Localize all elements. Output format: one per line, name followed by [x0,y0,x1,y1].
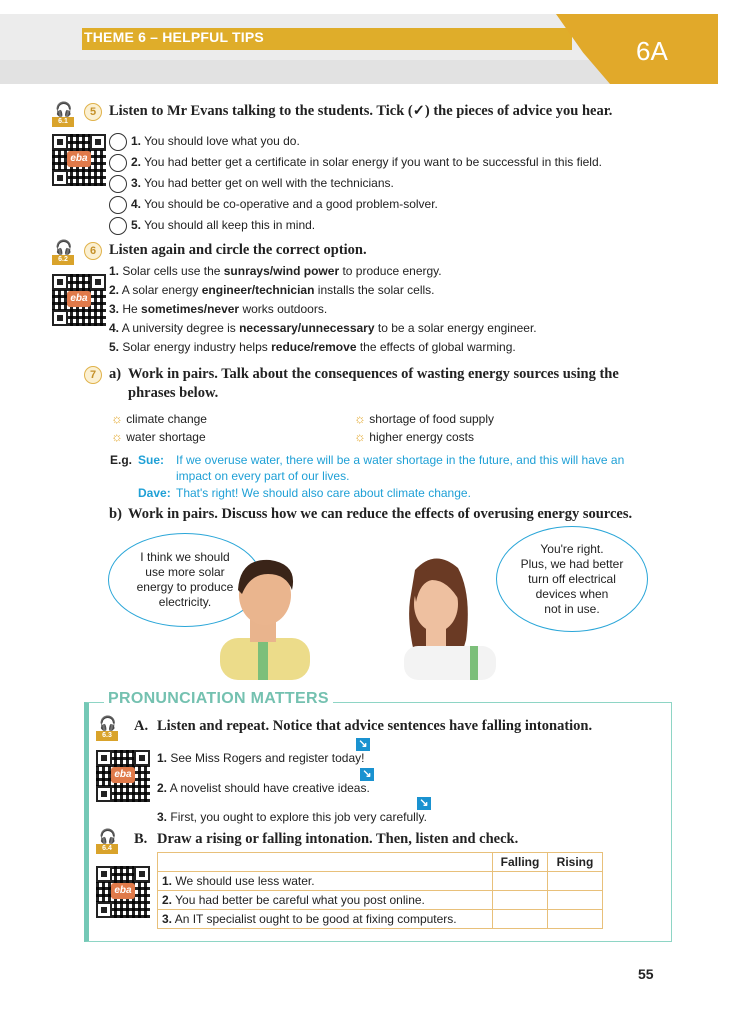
qr-code-icon[interactable]: eba [52,134,106,186]
option-pair[interactable]: engineer/technician [201,283,315,297]
list-item: 2. You had better get a certificate in solar energy if you want to be successful in this field. [131,155,602,169]
table-cell-sentence: 2. You had better be careful what you post online. [158,891,493,910]
dialogue-line: impact on every part of our lives. [176,469,350,483]
section-label: B. [134,831,148,847]
answer-cell-rising[interactable] [548,910,603,929]
pronunciation-title: PRONUNCIATION MATTERS [104,690,333,708]
answer-cell-falling[interactable] [493,891,548,910]
falling-arrow-icon: ↘ [417,797,431,810]
students-photo [220,550,510,680]
tick-circle[interactable] [109,154,127,172]
audio-icon[interactable]: 🎧 6.4 [96,829,120,857]
tick-circle[interactable] [109,133,127,151]
option-pair[interactable]: reduce/remove [271,340,357,354]
option-pair[interactable]: sometimes/never [141,302,240,316]
section-label: A. [134,718,149,734]
list-item: 3. First, you ought to explore this job very carefully. [157,810,427,824]
sun-icon: ☼ [354,429,366,444]
qr-code-icon[interactable]: eba [96,866,150,918]
list-item: 4. A university degree is necessary/unnecessary to be a solar energy engineer. [109,321,537,335]
table-header-falling: Falling [493,853,548,872]
list-item: 4. You should be co-operative and a good problem-solver. [131,197,438,211]
sun-icon: ☼ [111,411,123,426]
speaker-name: Sue: [138,453,165,467]
list-item: 1. Solar cells use the sunrays/wind power to produce energy. [109,264,442,278]
tick-circle[interactable] [109,196,127,214]
answer-cell-falling[interactable] [493,872,548,891]
falling-arrow-icon: ↘ [360,768,374,781]
phrase-item: ☼ climate change [111,411,207,426]
answer-cell-rising[interactable] [548,891,603,910]
answer-cell-falling[interactable] [493,910,548,929]
table-row [158,872,603,891]
exercise-instruction: Work in pairs. Talk about the consequences of wasting energy sources using the [128,366,619,382]
option-pair[interactable]: necessary/unnecessary [239,321,375,335]
qr-code-icon[interactable]: eba [96,750,150,802]
exercise-part-label: a) [109,366,122,382]
table-row [158,891,603,910]
tick-circle[interactable] [109,175,127,193]
exercise-number: 7 [84,366,102,384]
speaker-name: Dave: [138,486,171,500]
table-row [158,910,603,929]
exercise-instruction: Work in pairs. Discuss how we can reduce the effects of overusing energy sources. [128,506,633,522]
dialogue-line: That's right! We should also care about climate change. [176,486,471,500]
table-cell-sentence: 3. An IT specialist ought to be good at fixing computers. [158,910,493,929]
phrase-item: ☼ higher energy costs [354,429,474,444]
answer-cell-rising[interactable] [548,872,603,891]
speech-bubble-left: I think we should use more solar energy to produce electricity. [108,533,262,627]
exercise-number: 5 [84,103,102,121]
qr-code-icon[interactable]: eba [52,274,106,326]
list-item: 3. You had better get on well with the technicians. [131,176,394,190]
sun-icon: ☼ [111,429,123,444]
exercise-instruction: Listen to Mr Evans talking to the students. Tick (✓) the pieces of advice you hear. [109,103,613,119]
exercise-part-label: b) [109,506,122,522]
list-item: 5. Solar energy industry helps reduce/remove the effects of global warming. [109,340,516,354]
table-header-cell [158,853,493,872]
tick-circle[interactable] [109,217,127,235]
sun-icon: ☼ [354,411,366,426]
list-item: 2. A solar energy engineer/technician installs the solar cells. [109,283,435,297]
table-cell-sentence: 1. We should use less water. [158,872,493,891]
option-pair[interactable]: sunrays/wind power [223,264,340,278]
phrase-item: ☼ shortage of food supply [354,411,495,426]
list-item: 1. See Miss Rogers and register today! [157,751,365,765]
list-item: 5. You should all keep this in mind. [131,218,316,232]
section-instruction: Listen and repeat. Notice that advice sentences have falling intonation. [157,718,593,734]
section-instruction: Draw a rising or falling intonation. Then, listen and check. [157,831,519,847]
audio-icon[interactable]: 🎧 6.3 [96,716,120,744]
page-number: 55 [638,966,654,982]
exercise-instruction-cont: phrases below. [128,385,219,401]
dialogue-line: If we overuse water, there will be a water shortage in the future, and this will have an [176,453,625,467]
intonation-table [157,852,603,929]
list-item: 1. You should love what you do. [131,134,300,148]
audio-icon[interactable]: 🎧 6.1 [52,102,76,130]
audio-icon[interactable]: 🎧 6.2 [52,240,76,268]
table-header-row [158,853,603,872]
exercise-number: 6 [84,242,102,260]
list-item: 2. A novelist should have creative ideas. [157,781,370,795]
phrase-item: ☼ water shortage [111,429,206,444]
theme-title: THEME 6 – HELPFUL TIPS [84,29,264,45]
falling-arrow-icon: ↘ [356,738,370,751]
speech-bubble-right: You're right. Plus, we had better turn off electrical devices when not in use. [496,526,648,632]
list-item: 3. He sometimes/never works outdoors. [109,302,328,316]
exercise-instruction: Listen again and circle the correct option. [109,242,367,258]
example-label: E.g. [110,453,133,467]
table-header-rising: Rising [548,853,603,872]
unit-label: 6A [636,36,668,66]
